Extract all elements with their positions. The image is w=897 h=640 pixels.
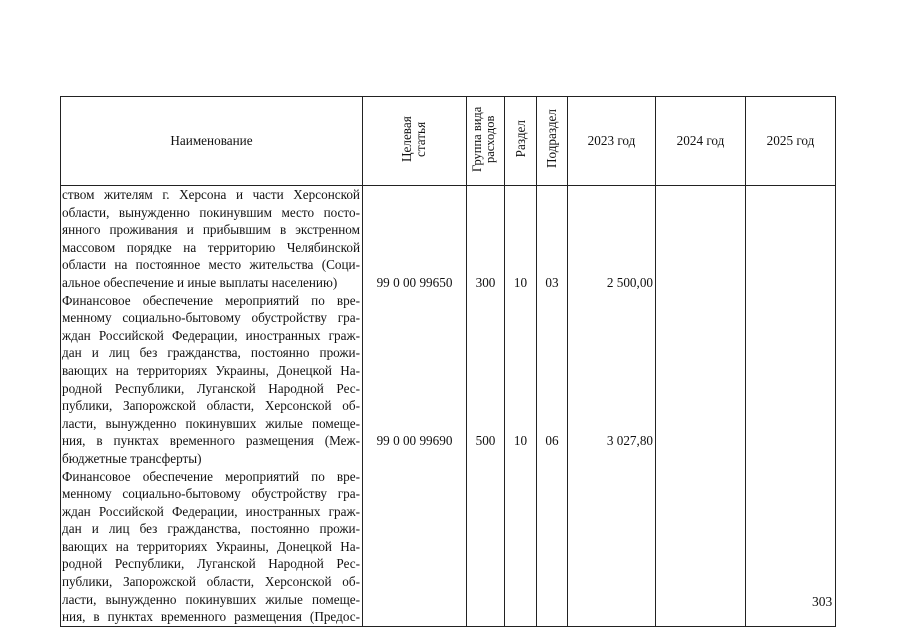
name-line: менному социально-бытовому обустройству гра-	[62, 486, 360, 502]
name-line: альное обеспечение и иные выплаты населению)	[62, 274, 338, 290]
header-expense-group: Группа вида расходов	[467, 97, 505, 186]
name-line: области, вынужденно покинувшим место посто-	[62, 204, 360, 220]
y2023-value: 2 500,00	[606, 275, 653, 290]
name-line: Финансовое обеспечение мероприятий по вре-	[62, 468, 360, 484]
budget-table	[60, 96, 836, 627]
name-line: ния, в пунктах временного размещения (Предос-	[62, 609, 360, 625]
name-line: публики, Запорожской области, Херсонской об-	[62, 574, 360, 590]
section-value: 10	[513, 275, 528, 290]
target-article-cell	[363, 186, 467, 627]
name-line: менному социально-бытовому обустройству гра-	[62, 310, 360, 326]
name-line: родной Республики, Луганской Народной Рес-	[62, 380, 360, 396]
y2025-cell	[746, 186, 836, 627]
subsection-value: 06	[545, 433, 559, 448]
name-line: дан и лиц без гражданства, постоянно прожи-	[62, 521, 360, 537]
name-line: бюджетные трансферты)	[62, 450, 202, 466]
name-line: ласти, вынужденно покинувших жилые помеще-	[62, 415, 360, 431]
expense-group-value: 500	[475, 433, 496, 448]
name-line: янного проживания и прибывшим в экстренном	[62, 222, 360, 238]
header-2024: 2024 год	[656, 97, 746, 186]
header-2023: 2023 год	[568, 97, 656, 186]
header-section: Раздел	[505, 97, 537, 186]
page-number: 303	[812, 594, 833, 609]
name-line: Финансовое обеспечение мероприятий по вре-	[62, 292, 360, 308]
y2023-cell	[568, 186, 656, 627]
table-header-row	[61, 97, 836, 186]
name-line: дан и лиц без гражданства, постоянно прожи-	[62, 345, 360, 361]
target-article-value: 99 0 00 99650	[376, 275, 453, 290]
name-line: ждан Российской Федерации, иностранных граж-	[62, 327, 360, 343]
header-target-article: Целевая статья	[363, 97, 467, 186]
section-cell	[505, 186, 537, 627]
y2024-cell	[656, 186, 746, 627]
name-line: области на постоянное место жительства (Соци-	[62, 257, 360, 273]
y2023-value: 3 027,80	[606, 433, 653, 448]
header-2025: 2025 год	[746, 97, 836, 186]
name-line: ждан Российской Федерации, иностранных граж-	[62, 503, 360, 519]
target-article-value: 99 0 00 99690	[376, 433, 453, 448]
expense-group-cell	[467, 186, 505, 627]
subsection-value: 03	[545, 275, 559, 290]
name-line: массовом порядке на территорию Челябинской	[62, 239, 360, 255]
subsection-cell	[537, 186, 568, 627]
header-name: Наименование	[61, 97, 363, 186]
table-body-row	[61, 186, 836, 627]
expense-group-value: 300	[475, 275, 496, 290]
name-line: родной Республики, Луганской Народной Рес-	[62, 556, 360, 572]
header-subsection: Подраздел	[537, 97, 568, 186]
name-line: вающих на территориях Украины, Донецкой На-	[62, 538, 360, 554]
name-line: вающих на территориях Украины, Донецкой На-	[62, 362, 360, 378]
name-line: ласти, вынужденно покинувших жилые помеще-	[62, 591, 360, 607]
section-value: 10	[513, 433, 528, 448]
name-line: ством жителям г. Херсона и части Херсонской	[62, 187, 360, 202]
name-cell	[61, 186, 363, 627]
name-line: ния, в пунктах временного размещения (Меж-	[62, 433, 360, 449]
name-line: публики, Запорожской области, Херсонской об-	[62, 398, 360, 414]
